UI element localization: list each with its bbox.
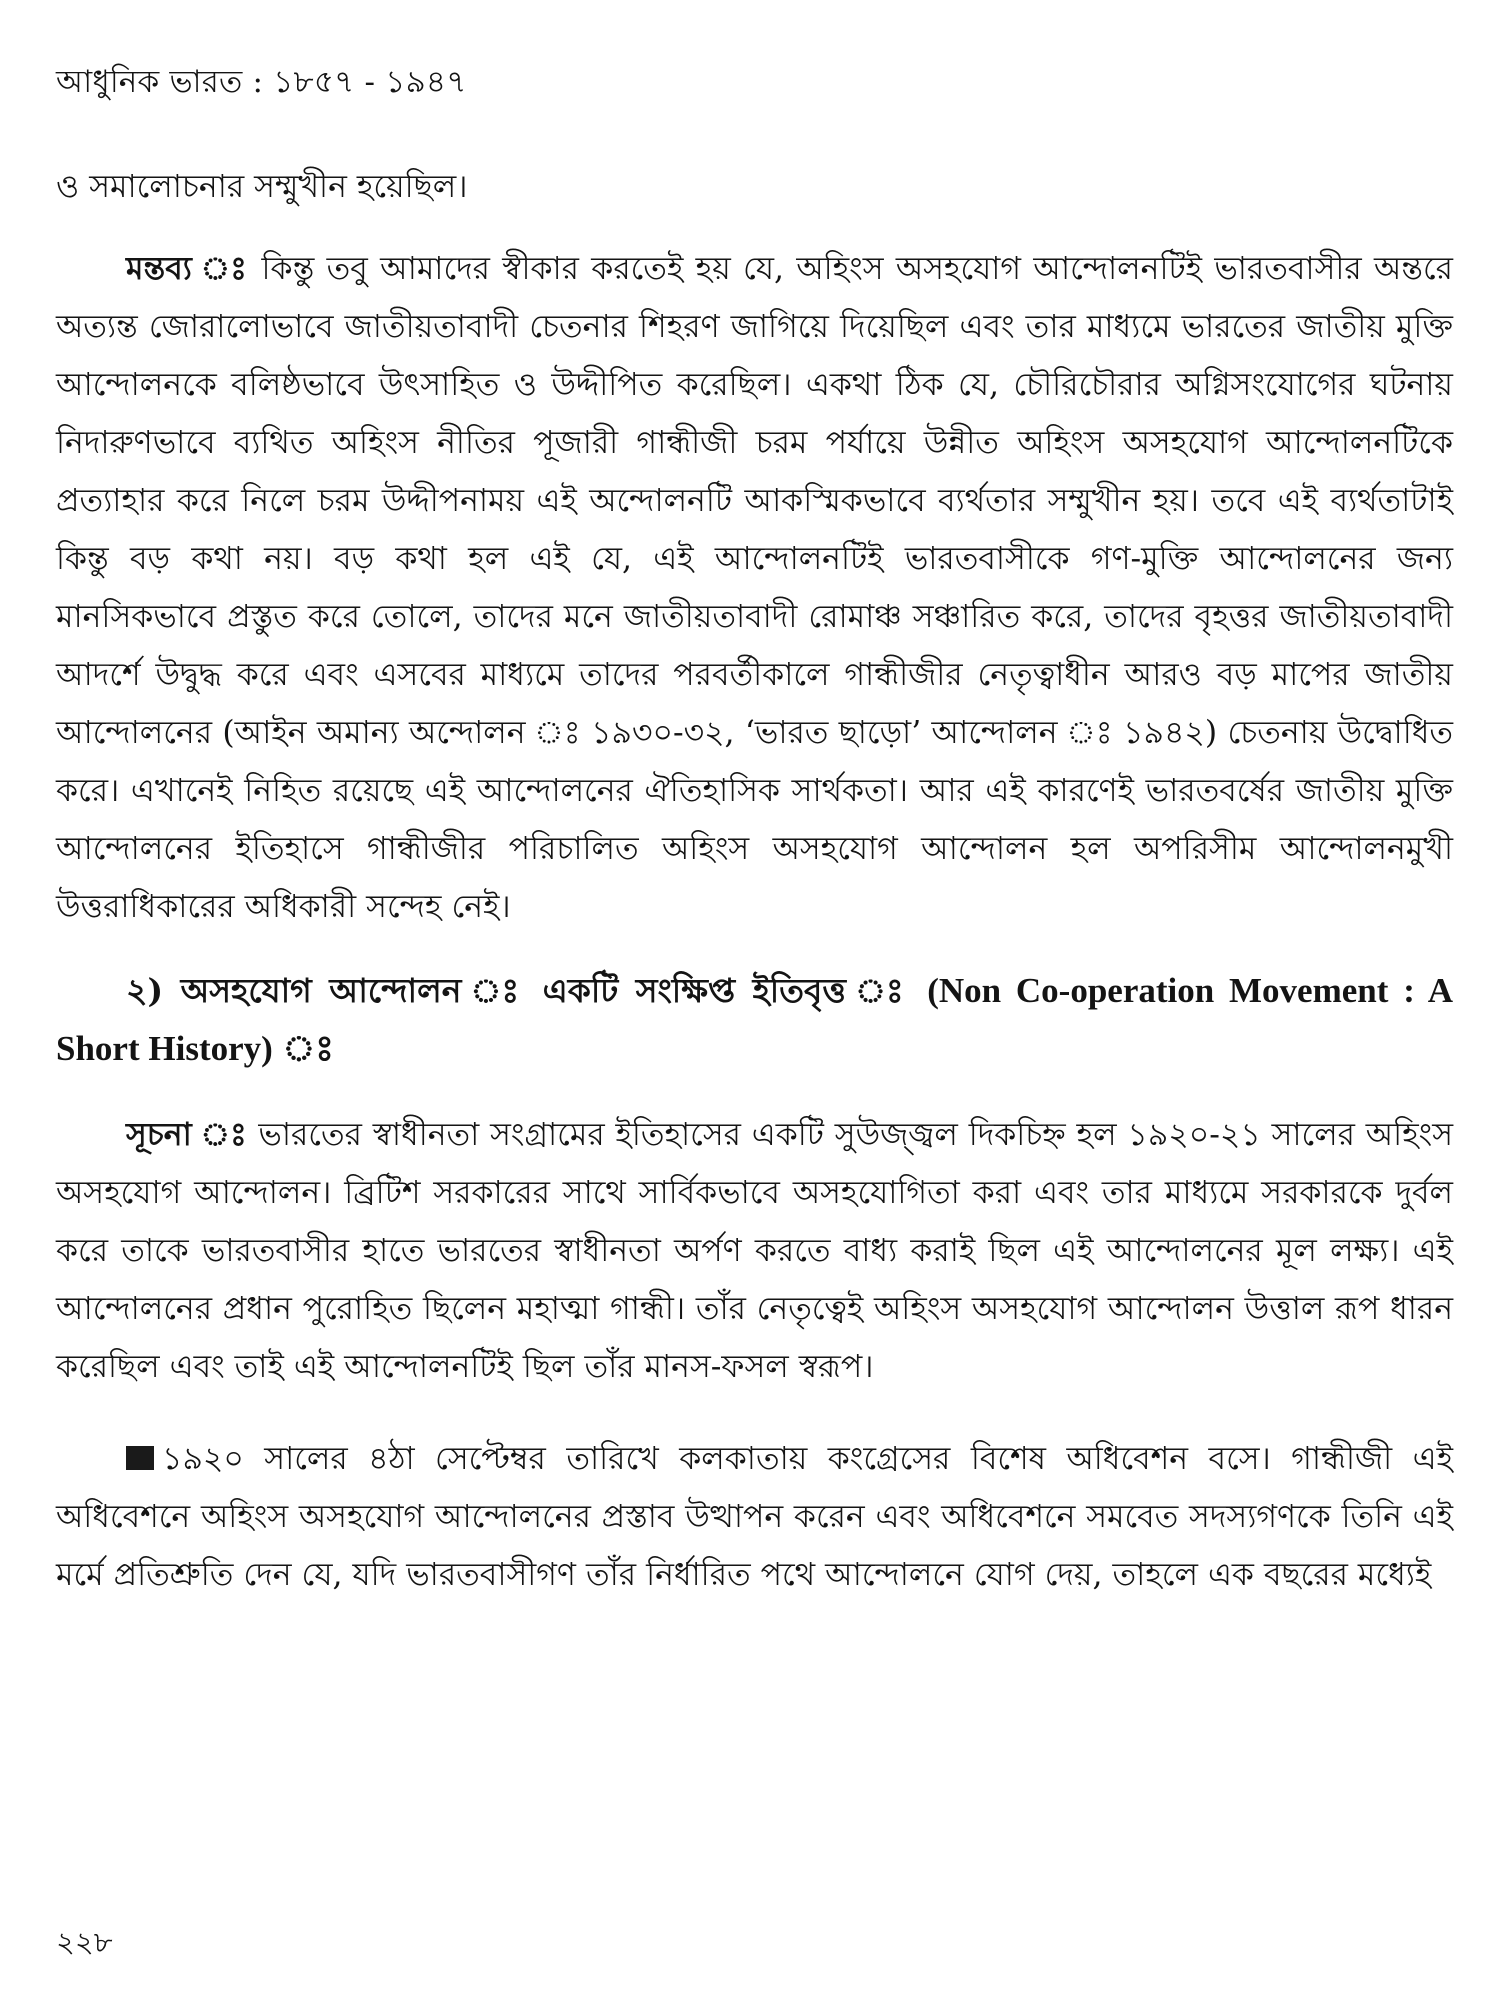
page-number: ২২৮ — [56, 1925, 113, 1959]
bullet-paragraph — [56, 1430, 1453, 1604]
continuation-paragraph: ও সমালোচনার সম্মুখীন হয়েছিল। — [56, 169, 468, 205]
section-heading-bengali: ২) অসহযোগ আন্দোলন ঃ একটি সংক্ষিপ্ত ইতিবৃত্ত ঃ — [126, 971, 910, 1010]
comment-label: মন্তব্য ঃ — [126, 250, 250, 287]
section-heading-english: (Non Co-operation Movement : A Short History) ঃ — [56, 971, 1453, 1068]
intro-text: ভারতের স্বাধীনতা সংগ্রামের ইতিহাসের একটি সুউজ্জ্বল দিকচিহ্ন হল ১৯২০-২১ সালের অহিংস অসহযোগ আন্দোলন। ব্রিটিশ সরকারের সাথে সার্বিকভাবে অসহযোগিতা করা এবং তার মাধ্যমে সরকারকে দুর্বল করে তাকে ভারতবাসীর হাতে ভারতের স্বাধীনতা অর্পণ করতে বাধ্য করাই ছিল এই আন্দোলনের মূল লক্ষ্য। এই আন্দোলনের প্রধান পুরোহিত ছিলেন মহাত্মা গান্ধী। তাঁর নেতৃত্বেই অহিংস অসহযোগ আন্দোলন উত্তাল রূপ ধারন করেছিল এবং তাই এই আন্দোলনটিই ছিল তাঁর মানস-ফসল স্বরূপ। — [56, 1117, 1454, 1385]
comment-text: কিন্তু তবু আমাদের স্বীকার করতেই হয় যে, অহিংস অসহযোগ আন্দোলনটিই ভারতবাসীর অন্তরে অত্যন্ত জোরালোভাবে জাতীয়তাবাদী চেতনার শিহরণ জাগিয়ে দিয়েছিল এবং তার মাধ্যমে ভারতের জাতীয় মুক্তি আন্দোলনকে বলিষ্ঠভাবে উৎসাহিত ও উদ্দীপিত করেছিল। একথা ঠিক যে, চৌরিচৌরার অগ্নিসংযোগের ঘটনায় নিদারুণভাবে ব্যথিত অহিংস নীতির পূজারী গান্ধীজী চরম পর্যায়ে উন্নীত অহিংস অসহযোগ আন্দোলনটিকে প্রত্যাহার করে নিলে চরম উদ্দীপনাময় এই অন্দোলনটি আকস্মিকভাবে ব্যর্থতার সম্মুখীন হয়। তবে এই ব্যর্থতাটাই কিন্তু বড় কথা নয়। বড় কথা হল এই যে, এই আন্দোলনটিই ভারতবাসীকে গণ-মুক্তি আন্দোলনের জন্য মানসিকভাবে প্রস্তুত করে তোলে, তাদের মনে জাতীয়তাবাদী রোমাঞ্চ সঞ্চারিত করে, তাদের বৃহত্তর জাতীয়তাবাদী আদর্শে উদ্বুদ্ধ করে এবং এসবের মাধ্যমে তাদের পরবর্তীকালে গান্ধীজীর নেতৃত্বাধীন আরও বড় মাপের জাতীয় আন্দোলনের (আইন অমান্য অন্দোলন ঃ ১৯৩০-৩২, ‘ভারত ছাড়ো’ আন্দোলন ঃ ১৯৪২) চেতনায় উদ্বোধিত করে। এখানেই নিহিত রয়েছে এই আন্দোলনের ঐতিহাসিক সার্থকতা। আর এই কারণেই ভারতবর্ষের জাতীয় মুক্তি আন্দোলনের ইতিহাসে গান্ধীজীর পরিচালিত অহিংস অসহযোগ আন্দোলন হল অপরিসীম আন্দোলনমুখী উত্তরাধিকারের অধিকারী সন্দেহ নেই। — [56, 251, 1454, 925]
page-body — [56, 158, 1453, 1604]
square-bullet-icon — [126, 1446, 154, 1470]
comment-paragraph — [56, 240, 1453, 936]
section-heading — [56, 962, 1453, 1078]
intro-label: সূচনা ঃ — [126, 1116, 248, 1153]
running-title: আধুনিক ভারত : ১৮৫৭ - ১৯৪৭ — [56, 64, 467, 100]
intro-paragraph — [56, 1106, 1453, 1396]
bullet-paragraph-text: ১৯২০ সালের ৪ঠা সেপ্টেম্বর তারিখে কলকাতায় কংগ্রেসের বিশেষ অধিবেশন বসে। গান্ধীজী এই অধিবেশনে অহিংস অসহযোগ আন্দোলনের প্রস্তাব উত্থাপন করেন এবং অধিবেশনে সমবেত সদস্যগণকে তিনি এই মর্মে প্রতিশ্রুতি দেন যে, যদি ভারতবাসীগণ তাঁর নির্ধারিত পথে আন্দোলনে যোগ দেয়, তাহলে এক বছরের মধ্যেই — [56, 1441, 1453, 1593]
